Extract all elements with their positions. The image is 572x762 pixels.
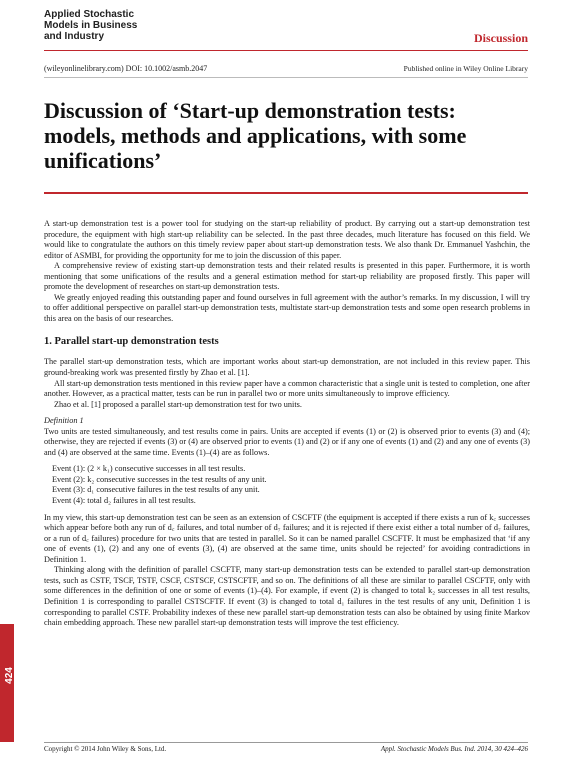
page-number: 424 — [3, 667, 15, 684]
title-divider — [44, 192, 528, 194]
event-item: Event (1): (2 × k₁) consecutive successes in all test results. — [52, 464, 246, 474]
subheader-divider — [44, 77, 528, 78]
journal-name — [44, 9, 174, 42]
footer-divider — [44, 742, 528, 743]
event-item: Event (3): d₁ consecutive failures in the test results of any unit. — [52, 485, 260, 495]
event-item: Event (4): total d₂ failures in all test results. — [52, 496, 196, 506]
section-paragraph: Thinking along with the definition of parallel CSCFTF, many start-up demonstration tests can be extended to parallel start-up demonstration tests, such as CSTF, TSCF, TSTF, CSCF, CSTSCF, CSTSCFTF, and so on. The definitions of all these are similar to parallel CSCFTF, only with some differences in the definition of one or some of events (1)–(4). For example, if event (2) is changed to total k₂ successes in all test results, Definition 1 is corresponding to parallel CSTSCFTF. If event (3) is changed to total d₁ failures in the test results of any unit, Definition 1 is corresponding to parallel CSTF. Probability indexes of these new parallel start-up demonstration tests can also be obtained by using finite Markov chain embedding approach. These new parallel start-up demonstration tests will improve the test efficiency. — [44, 565, 530, 628]
journal-name-line: and Industry — [44, 31, 105, 42]
section-label: Discussion — [473, 31, 528, 45]
definition-title: Definition 1 — [44, 416, 84, 426]
section-paragraph: The parallel start-up demonstration tests, which are important works about start-up demonstration, are not included in this review paper. This ground-breaking work was presented firstly by Zhao et al. [1]. — [44, 357, 530, 378]
section-heading: 1. Parallel start-up demonstration tests — [44, 336, 219, 348]
journal-name-line: Applied Stochastic — [44, 9, 135, 20]
article-title: Discussion of ‘Start-up demonstration tests: models, methods and applications, with some unifications’ — [44, 98, 467, 173]
doi-line: (wileyonlinelibrary.com) DOI: 10.1002/asmb.2047 — [44, 64, 208, 73]
page-number-tab — [0, 624, 14, 742]
section-paragraph: Zhao et al. [1] proposed a parallel start-up demonstration test for two units. — [54, 399, 302, 409]
published-line: Published online in Wiley Online Library — [403, 64, 528, 73]
citation: Appl. Stochastic Models Bus. Ind. 2014, 30 424–426 — [380, 745, 528, 753]
copyright: Copyright © 2014 John Wiley & Sons, Ltd. — [44, 745, 167, 753]
section-paragraph: In my view, this start-up demonstration test can be seen as an extension of CSCFTF (the equipment is accepted if there exists a run of k꜀ successes which appear before both any run of d꜀ failures, and total number of d₇ failures; and it is rejected if there exist either a total number of d₇ failures, or a run of d꜀ failures) procedure for two units that are tested in parallel. So it can be named parallel CSCFTF. It must be emphasized that ‘if any one of events (1), (2) and any one of events (3), (4) are observed at the same time, units should be rejected’ for avoiding contradictions in Definition 1. — [44, 512, 530, 564]
event-item: Event (2): k₂ consecutive successes in the test results of any unit. — [52, 474, 267, 484]
article-body — [44, 219, 530, 629]
definition-text: Two units are tested simultaneously, and test results come in pairs. Units are accepted if events (1) or (2) is observed prior to events (3) and (4); otherwise, they are rejected if events (3) or (4) are observed prior to events (1) and (2) or if any one of events (1) and (2) and any one of events (3) and (4) are observed at the same time. Events (1)–(4) are as follows. — [44, 426, 530, 457]
event-list — [52, 464, 530, 506]
section-paragraph: All start-up demonstration tests mentioned in this review paper have a common characteristic that a single unit is tested to completion, one after another. However, as a practical matter, tests can be run in parallel two or more units simultaneously to improve efficiency. — [44, 378, 530, 399]
header-divider — [44, 50, 528, 51]
journal-name-line: Models in Business — [44, 20, 138, 31]
intro-paragraph: A start-up demonstration test is a power tool for studying on the start-up reliability of product. By carrying out a start-up demonstration test procedure, the equipment with high start-up reliability can be selected. In the past three decades, much literature has focused on this field. We would like to congratulate the authors on this timely review paper about start-up demonstration tests. We also thank Dr. Emmanuel Yashchin, the editor of ASMBI, for providing the opportunity for me to join the discussion of this paper. — [44, 219, 530, 260]
intro-paragraph: A comprehensive review of existing start-up demonstration tests and their related results is presented in this paper. Furthermore, it is worth mentioning that some unifications of the results and a general estimation method for start-up reliability are proposed firstly. This paper will promote the development of researches on start-up demonstration tests. — [44, 261, 530, 292]
intro-paragraph: We greatly enjoyed reading this outstanding paper and found ourselves in full agreement with the author’s remarks. In my discussion, I will try to offer additional perspective on parallel start-up demonstration tests, multistate start-up demonstration tests and some open research problems in this area on the basis of our researches. — [44, 292, 530, 323]
